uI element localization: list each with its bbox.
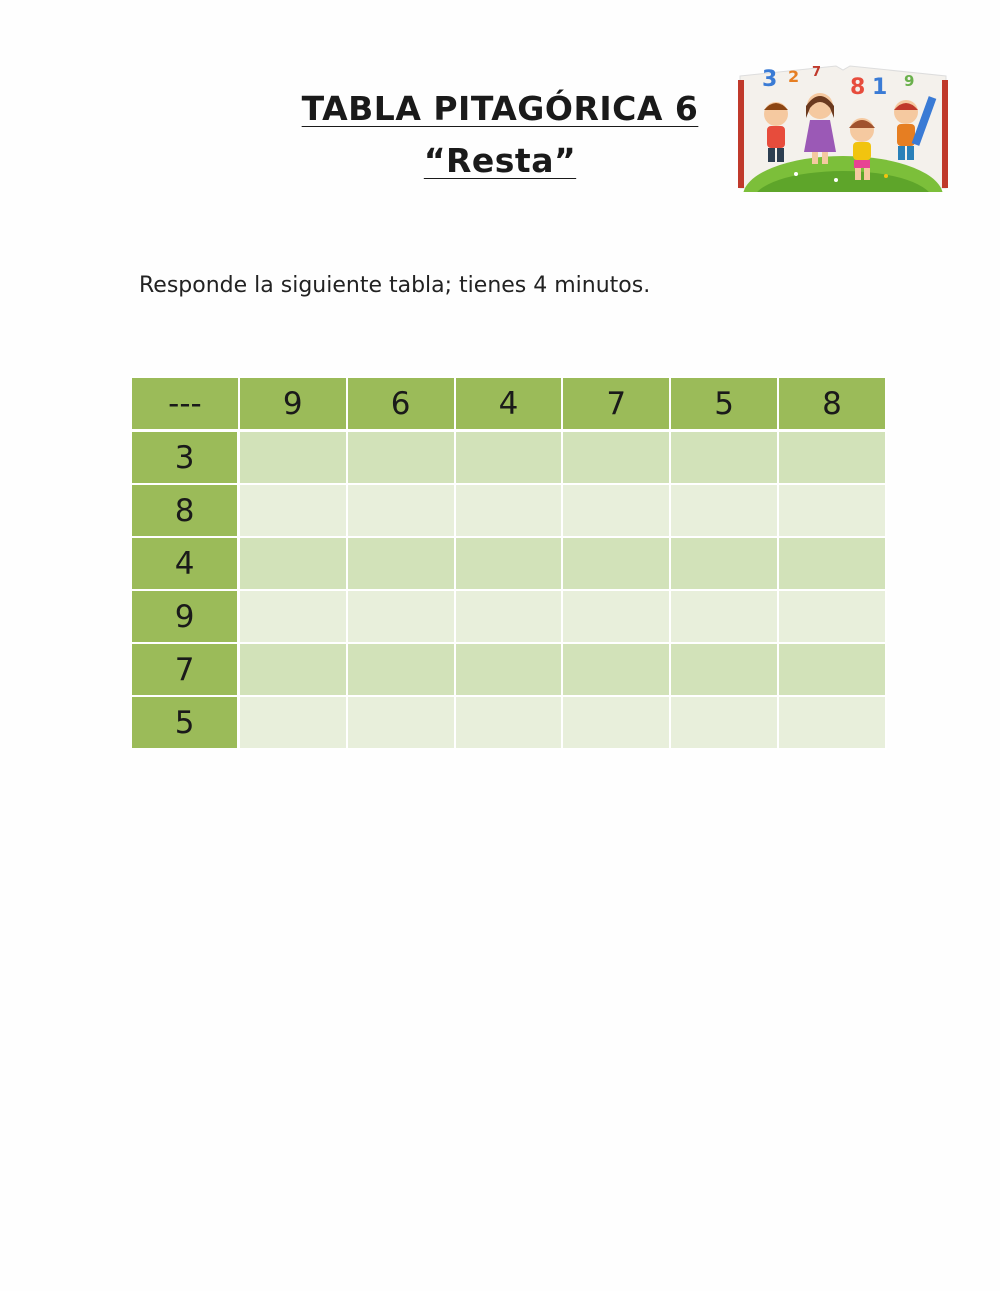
answer-cell[interactable]: [670, 537, 778, 590]
answer-cell[interactable]: [562, 590, 670, 643]
column-header: 9: [239, 377, 347, 431]
answer-cell[interactable]: [239, 431, 347, 485]
table-row: [131, 696, 886, 749]
row-header: 7: [131, 643, 239, 696]
number-2: 2: [788, 67, 800, 86]
answer-cell[interactable]: [239, 590, 347, 643]
kids-book-illustration: [736, 56, 950, 192]
number-3: 3: [762, 67, 778, 92]
answer-cell[interactable]: [347, 537, 455, 590]
row-header: 9: [131, 590, 239, 643]
row-header: 3: [131, 431, 239, 485]
column-header: 7: [562, 377, 670, 431]
answer-cell[interactable]: [239, 696, 347, 749]
answer-cell[interactable]: [562, 484, 670, 537]
answer-cell[interactable]: [670, 590, 778, 643]
answer-cell[interactable]: [670, 643, 778, 696]
answer-cell[interactable]: [239, 537, 347, 590]
number-9: 9: [904, 72, 915, 90]
answer-cell[interactable]: [778, 643, 886, 696]
answer-cell[interactable]: [455, 590, 563, 643]
answer-cell[interactable]: [347, 643, 455, 696]
answer-cell[interactable]: [347, 590, 455, 643]
table-row: [131, 431, 886, 485]
answer-cell[interactable]: [778, 696, 886, 749]
column-header: 8: [778, 377, 886, 431]
worksheet-title: TABLA PITAGÓRICA 6: [301, 89, 699, 128]
row-header: 4: [131, 537, 239, 590]
answer-cell[interactable]: [562, 537, 670, 590]
worksheet-subtitle: “Resta”: [423, 141, 577, 180]
answer-cell[interactable]: [347, 484, 455, 537]
table-row: [131, 643, 886, 696]
answer-cell[interactable]: [455, 431, 563, 485]
pythagorean-table: [130, 376, 887, 750]
answer-cell[interactable]: [562, 431, 670, 485]
answer-cell[interactable]: [562, 696, 670, 749]
answer-cell[interactable]: [347, 696, 455, 749]
column-header: 5: [670, 377, 778, 431]
number-8: 8: [850, 75, 866, 100]
answer-cell[interactable]: [455, 484, 563, 537]
answer-cell[interactable]: [239, 643, 347, 696]
answer-cell[interactable]: [455, 696, 563, 749]
answer-cell[interactable]: [455, 537, 563, 590]
answer-cell[interactable]: [670, 431, 778, 485]
answer-cell[interactable]: [455, 643, 563, 696]
instruction-text: Responde la siguiente tabla; tienes 4 minutos.: [139, 273, 651, 298]
corner-cell: ---: [131, 377, 239, 431]
header-row: [131, 377, 886, 431]
answer-cell[interactable]: [778, 431, 886, 485]
number-7: 7: [812, 65, 822, 80]
table-row: [131, 590, 886, 643]
row-header: 8: [131, 484, 239, 537]
answer-cell[interactable]: [562, 643, 670, 696]
answer-cell[interactable]: [778, 537, 886, 590]
column-header: 6: [347, 377, 455, 431]
answer-cell[interactable]: [670, 484, 778, 537]
answer-cell[interactable]: [778, 484, 886, 537]
answer-cell[interactable]: [347, 431, 455, 485]
column-header: 4: [455, 377, 563, 431]
answer-cell[interactable]: [239, 484, 347, 537]
table-row: [131, 537, 886, 590]
table-row: [131, 484, 886, 537]
answer-cell[interactable]: [778, 590, 886, 643]
number-1: 1: [872, 75, 888, 100]
row-header: 5: [131, 696, 239, 749]
answer-cell[interactable]: [670, 696, 778, 749]
